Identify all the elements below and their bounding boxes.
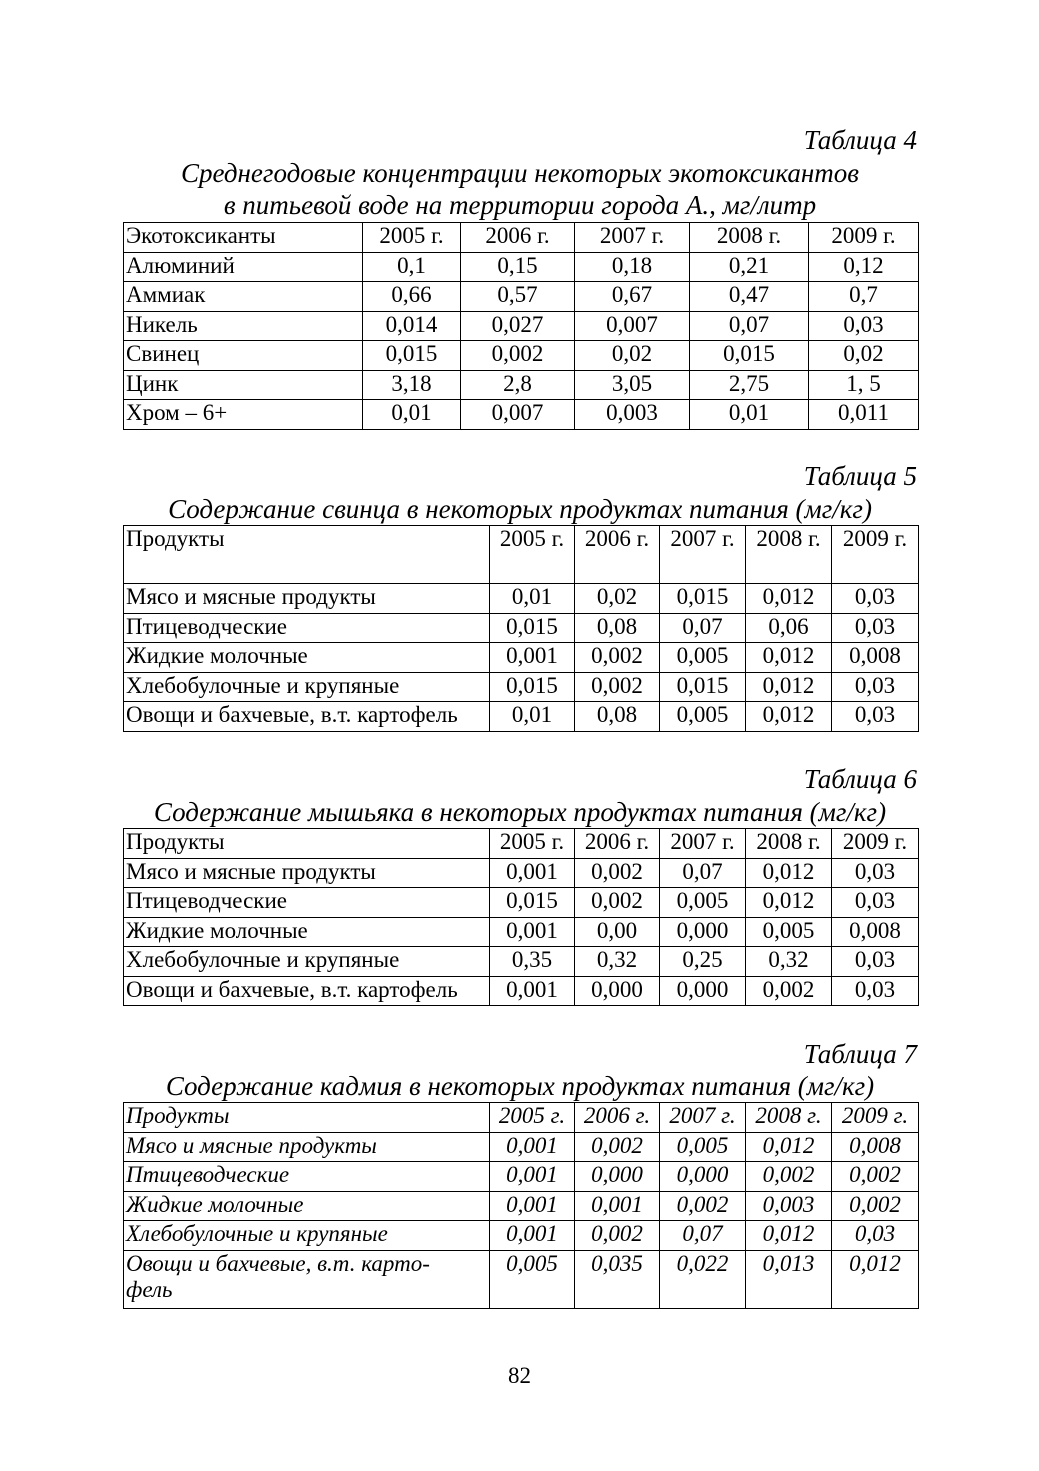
table-row: [124, 370, 919, 400]
value-cell: 0,013: [746, 1250, 832, 1308]
value-cell: 0,03: [832, 672, 919, 702]
value-cell: 0,07: [660, 613, 746, 643]
value-cell: 0,001: [490, 1221, 575, 1251]
value-cell: 0,03: [832, 858, 919, 888]
table-4-title-line-1: Среднегодовые концентрации некоторых экотоксикантов: [181, 158, 859, 188]
row-label: Аммиак: [124, 282, 363, 312]
row-label: Хром – 6+: [124, 400, 363, 430]
value-cell: 0,005: [660, 702, 746, 732]
header-cell: 2009 г.: [832, 1103, 919, 1133]
row-label-line-2: фель: [126, 1276, 173, 1302]
header-cell: 2009 г.: [832, 829, 919, 859]
value-cell: 0,005: [490, 1250, 575, 1308]
table-header-row: [124, 1103, 919, 1133]
value-cell: 0,000: [575, 1162, 660, 1192]
table-6: [123, 828, 919, 1006]
value-cell: 0,012: [746, 672, 832, 702]
value-cell: 0,03: [832, 947, 919, 977]
value-cell: 0,000: [660, 917, 746, 947]
header-cell: 2009 г.: [832, 526, 919, 584]
value-cell: 0,027: [461, 311, 575, 341]
value-cell: 0,35: [490, 947, 575, 977]
row-label: Жидкие молочные: [124, 1191, 490, 1221]
value-cell: 0,07: [660, 858, 746, 888]
value-cell: 0,015: [660, 672, 746, 702]
value-cell: 0,02: [575, 341, 690, 371]
value-cell: 0,005: [660, 1132, 746, 1162]
header-cell: 2007 г.: [660, 526, 746, 584]
table-row: [124, 917, 919, 947]
value-cell: 3,05: [575, 370, 690, 400]
value-cell: 0,012: [746, 643, 832, 673]
table-row: [124, 888, 919, 918]
value-cell: 0,18: [575, 252, 690, 282]
value-cell: 0,002: [575, 1132, 660, 1162]
header-cell: 2008 г.: [746, 829, 832, 859]
table-7: [123, 1102, 919, 1309]
header-cell: 2008 г.: [746, 1103, 832, 1133]
value-cell: 0,01: [490, 702, 575, 732]
value-cell: 0,03: [832, 613, 919, 643]
value-cell: 0,67: [575, 282, 690, 312]
table-row: [124, 282, 919, 312]
value-cell: 0,012: [746, 888, 832, 918]
table-4-label: Таблица 4: [803, 125, 917, 155]
value-cell: 0,014: [363, 311, 461, 341]
value-cell: 0,01: [690, 400, 809, 430]
row-label: Свинец: [124, 341, 363, 371]
row-label: [124, 1250, 490, 1308]
value-cell: 0,001: [490, 917, 575, 947]
value-cell: 0,07: [660, 1221, 746, 1251]
value-cell: 0,012: [746, 584, 832, 614]
value-cell: 3,18: [363, 370, 461, 400]
header-cell: 2007 г.: [660, 829, 746, 859]
table-row: [124, 1132, 919, 1162]
value-cell: 0,01: [490, 584, 575, 614]
value-cell: 0,03: [832, 584, 919, 614]
table-row: [124, 1221, 919, 1251]
value-cell: 0,011: [809, 400, 919, 430]
table-5-title: Содержание свинца в некоторых продуктах питания (мг/кг): [168, 494, 872, 524]
value-cell: 0,32: [746, 947, 832, 977]
value-cell: 0,002: [746, 976, 832, 1006]
header-cell: 2009 г.: [809, 223, 919, 253]
value-cell: 2,75: [690, 370, 809, 400]
table-header-row: [124, 829, 919, 859]
value-cell: 0,005: [660, 888, 746, 918]
value-cell: 0,47: [690, 282, 809, 312]
value-cell: 0,003: [575, 400, 690, 430]
header-cell: 2007 г.: [660, 1103, 746, 1133]
value-cell: 0,08: [575, 613, 660, 643]
header-cell: 2006 г.: [461, 223, 575, 253]
value-cell: 0,022: [660, 1250, 746, 1308]
row-label: Мясо и мясные продукты: [124, 584, 490, 614]
table-row: [124, 341, 919, 371]
value-cell: 0,005: [746, 917, 832, 947]
value-cell: 0,007: [461, 400, 575, 430]
value-cell: 0,012: [746, 1132, 832, 1162]
value-cell: 0,002: [575, 1221, 660, 1251]
value-cell: 0,015: [490, 672, 575, 702]
table-row: [124, 1250, 919, 1308]
table-row: [124, 613, 919, 643]
value-cell: 0,015: [490, 613, 575, 643]
header-cell: 2006 г.: [575, 829, 660, 859]
value-cell: 0,15: [461, 252, 575, 282]
value-cell: 0,001: [490, 1191, 575, 1221]
value-cell: 0,07: [690, 311, 809, 341]
value-cell: 2,8: [461, 370, 575, 400]
header-cell: 2005 г.: [490, 1103, 575, 1133]
table-row: [124, 252, 919, 282]
value-cell: 0,015: [660, 584, 746, 614]
header-cell: 2005 г.: [490, 526, 575, 584]
value-cell: 0,7: [809, 282, 919, 312]
row-label: Никель: [124, 311, 363, 341]
value-cell: 0,1: [363, 252, 461, 282]
value-cell: 0,002: [575, 888, 660, 918]
value-cell: 0,005: [660, 643, 746, 673]
table-row: [124, 947, 919, 977]
value-cell: 0,002: [832, 1162, 919, 1192]
table-row: [124, 400, 919, 430]
table-row: [124, 1191, 919, 1221]
value-cell: 0,008: [832, 917, 919, 947]
value-cell: 0,002: [461, 341, 575, 371]
value-cell: 0,002: [746, 1162, 832, 1192]
row-label: Алюминий: [124, 252, 363, 282]
table-row: [124, 858, 919, 888]
value-cell: 0,01: [363, 400, 461, 430]
value-cell: 0,002: [832, 1191, 919, 1221]
row-label: Овощи и бахчевые, в.т. картофель: [124, 976, 490, 1006]
header-cell: 2007 г.: [575, 223, 690, 253]
value-cell: 0,008: [832, 1132, 919, 1162]
value-cell: 0,57: [461, 282, 575, 312]
row-label: Хлебобулочные и крупяные: [124, 672, 490, 702]
value-cell: 0,035: [575, 1250, 660, 1308]
value-cell: 0,012: [746, 1221, 832, 1251]
table-row: [124, 976, 919, 1006]
value-cell: 0,001: [490, 1132, 575, 1162]
value-cell: 0,000: [660, 976, 746, 1006]
value-cell: 0,02: [809, 341, 919, 371]
value-cell: 0,25: [660, 947, 746, 977]
value-cell: 0,012: [746, 702, 832, 732]
row-label: Хлебобулочные и крупяные: [124, 1221, 490, 1251]
value-cell: 0,015: [690, 341, 809, 371]
value-cell: 0,015: [490, 888, 575, 918]
row-label: Цинк: [124, 370, 363, 400]
value-cell: 0,000: [575, 976, 660, 1006]
row-label: Птицеводческие: [124, 1162, 490, 1192]
row-label: Мясо и мясные продукты: [124, 858, 490, 888]
header-cell: Продукты: [124, 1103, 490, 1133]
table-header-row: [124, 223, 919, 253]
value-cell: 0,012: [746, 858, 832, 888]
table-row: [124, 311, 919, 341]
value-cell: 0,002: [575, 672, 660, 702]
value-cell: 0,12: [809, 252, 919, 282]
header-cell: Экотоксиканты: [124, 223, 363, 253]
table-row: [124, 672, 919, 702]
header-cell: 2005 г.: [490, 829, 575, 859]
value-cell: 1, 5: [809, 370, 919, 400]
row-label: Хлебобулочные и крупяные: [124, 947, 490, 977]
header-cell: 2006 г.: [575, 526, 660, 584]
header-cell: Продукты: [124, 829, 490, 859]
table-7-label: Таблица 7: [803, 1039, 917, 1069]
table-6-title: Содержание мышьяка в некоторых продуктах питания (мг/кг): [153, 797, 887, 827]
table-header-row: [124, 526, 919, 584]
header-cell: 2005 г.: [363, 223, 461, 253]
value-cell: 0,03: [809, 311, 919, 341]
value-cell: 0,06: [746, 613, 832, 643]
value-cell: 0,001: [490, 858, 575, 888]
row-label: Птицеводческие: [124, 613, 490, 643]
row-label: Жидкие молочные: [124, 643, 490, 673]
value-cell: 0,08: [575, 702, 660, 732]
value-cell: 0,007: [575, 311, 690, 341]
value-cell: 0,03: [832, 888, 919, 918]
value-cell: 0,002: [660, 1191, 746, 1221]
header-cell: Продукты: [124, 526, 490, 584]
table-row: [124, 584, 919, 614]
table-7-title: Содержание кадмия в некоторых продуктах питания (мг/кг): [165, 1071, 875, 1101]
value-cell: 0,02: [575, 584, 660, 614]
table-4-title-line-2: в питьевой воде на территории города А., мг/литр: [223, 190, 817, 220]
value-cell: 0,001: [490, 976, 575, 1006]
table-row: [124, 1162, 919, 1192]
table-row: [124, 702, 919, 732]
value-cell: 0,002: [575, 858, 660, 888]
value-cell: 0,03: [832, 702, 919, 732]
page-number: 82: [508, 1363, 531, 1388]
value-cell: 0,00: [575, 917, 660, 947]
value-cell: 0,03: [832, 1221, 919, 1251]
value-cell: 0,003: [746, 1191, 832, 1221]
value-cell: 0,015: [363, 341, 461, 371]
value-cell: 0,66: [363, 282, 461, 312]
value-cell: 0,008: [832, 643, 919, 673]
table-4: [123, 222, 919, 430]
table-6-label: Таблица 6: [803, 764, 917, 794]
value-cell: 0,012: [832, 1250, 919, 1308]
header-cell: 2006 г.: [575, 1103, 660, 1133]
value-cell: 0,000: [660, 1162, 746, 1192]
row-label: Птицеводческие: [124, 888, 490, 918]
header-cell: 2008 г.: [690, 223, 809, 253]
row-label-line-1: Овощи и бахчевые, в.т. карто-: [126, 1250, 430, 1276]
value-cell: 0,001: [490, 1162, 575, 1192]
value-cell: 0,002: [575, 643, 660, 673]
row-label: Мясо и мясные продукты: [124, 1132, 490, 1162]
value-cell: 0,21: [690, 252, 809, 282]
row-label: Овощи и бахчевые, в.т. картофель: [124, 702, 490, 732]
row-label: Жидкие молочные: [124, 917, 490, 947]
table-5: [123, 525, 919, 732]
header-cell: 2008 г.: [746, 526, 832, 584]
table-5-label: Таблица 5: [803, 461, 917, 491]
table-row: [124, 643, 919, 673]
value-cell: 0,03: [832, 976, 919, 1006]
value-cell: 0,32: [575, 947, 660, 977]
value-cell: 0,001: [490, 643, 575, 673]
value-cell: 0,001: [575, 1191, 660, 1221]
